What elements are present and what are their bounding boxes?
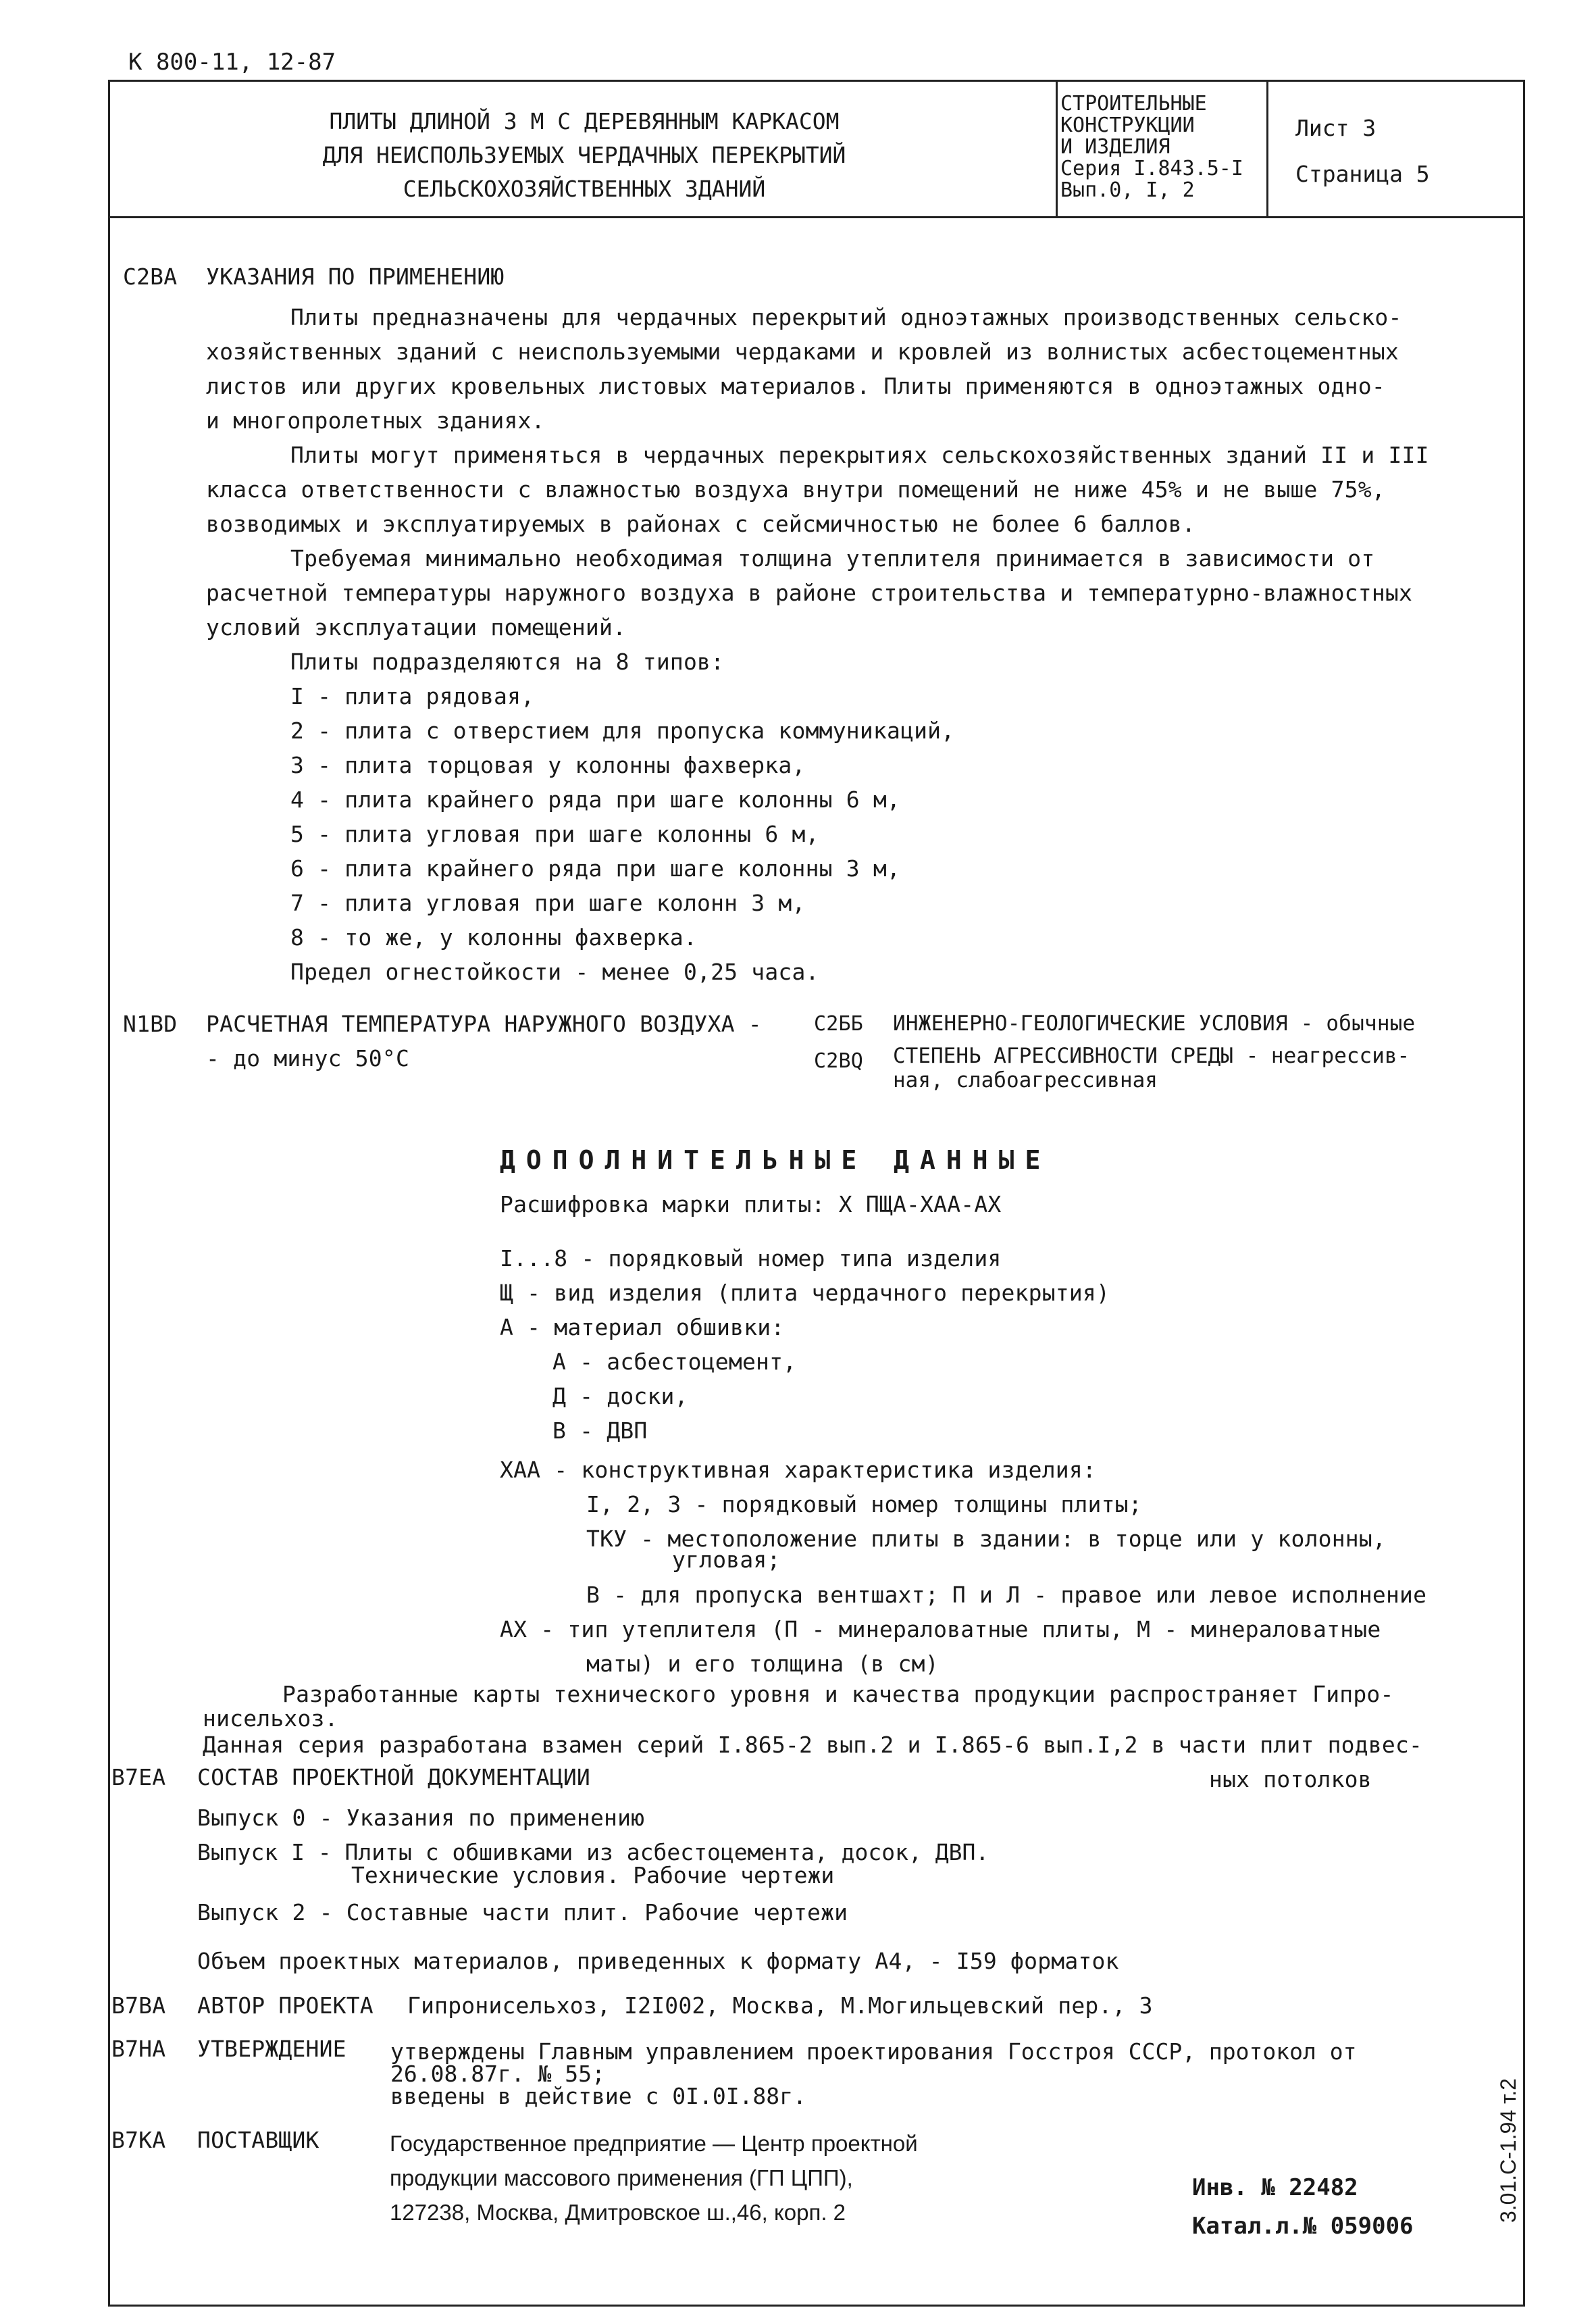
list-item: 8 - то же, у колонны фахверка. (290, 924, 698, 951)
marking-line: угловая; (672, 1546, 781, 1573)
section-code-aggr: С2BQ (814, 1049, 864, 1073)
text-line: Требуемая минимально необходимая толщина утеплителя принимается в зависимости от (290, 545, 1375, 572)
section-code-supplier: В7КА (111, 2127, 166, 2153)
catalog-number: Катал.л.№ 059006 (1192, 2213, 1414, 2240)
marking-line: ХАА - конструктивная характеристика изделия: (500, 1457, 1096, 1483)
text-line: Выпуск I - Плиты с обшивками из асбестоцемента, досок, ДВП. (197, 1839, 989, 1865)
list-item: 5 - плита угловая при шаге колонны 6 м, (290, 821, 819, 847)
text-line: расчетной температуры наружного воздуха в районе строительства и температурно-влажностных (206, 580, 1413, 606)
marking-line: А - материал обшивки: (500, 1314, 785, 1340)
series-line: СТРОИТЕЛЬНЫЕ (1060, 92, 1207, 116)
text-line: - до минус 50°С (206, 1045, 410, 1072)
text-line: продукции массового применения (ГП ЦПП), (390, 2165, 853, 2190)
marking-line: ТКУ - местоположение плиты в здании: в торце или у колонны, (586, 1526, 1386, 1552)
header-title-line: СЕЛЬСКОХОЗЯЙСТВЕННЫХ ЗДАНИЙ (403, 176, 766, 202)
section-code-geo: С2ББ (814, 1012, 864, 1036)
geo-text: ИНЖЕНЕРНО-ГЕОЛОГИЧЕСКИЕ УСЛОВИЯ - обычные (893, 1011, 1416, 1036)
header-bottom-rule (108, 216, 1523, 218)
marking-line: Щ - вид изделия (плита чердачного перекрытия) (500, 1280, 1110, 1306)
section-code-temp: N1BD (123, 1011, 178, 1037)
replace-note-end: ных потолков (1209, 1766, 1372, 1792)
section-title-docs: СОСТАВ ПРОЕКТНОЙ ДОКУМЕНТАЦИИ (197, 1764, 590, 1790)
author-label: АВТОР ПРОЕКТА (197, 1992, 374, 2019)
marking-line: Д - доски, (552, 1383, 688, 1409)
approval-text (390, 2040, 1356, 2107)
document-reference: К 800-11, 12-87 (128, 49, 336, 76)
maps-note (203, 1682, 1394, 1731)
text-line: Технические условия. Рабочие чертежи (351, 1862, 835, 1888)
series-line: Вып.0, I, 2 (1060, 178, 1195, 202)
marking-decode: Расшифровка марки плиты: Х ПЩА-ХАА-АХ (500, 1191, 1002, 1217)
section-title-usage: УКАЗАНИЯ ПО ПРИМЕНЕНИЮ (206, 263, 505, 290)
text-line: Плиты подразделяются на 8 типов: (290, 649, 725, 675)
doc-issue-2: Выпуск 2 - Составные части плит. Рабочие чертежи (197, 1899, 848, 1926)
marking-line: I...8 - порядковый номер типа изделия (500, 1245, 1002, 1272)
marking-line: В - ДВП (552, 1417, 648, 1444)
sheet-number: Лист 3 (1295, 115, 1376, 141)
section-code-author: В7ВА (111, 1992, 166, 2019)
doc-issue-1 (197, 1841, 989, 1887)
temp-text (206, 1007, 762, 1076)
marking-line: маты) и его толщина (в см) (586, 1651, 939, 1677)
text-line: 26.08.87г. № 55; (390, 2061, 605, 2087)
approval-label: УТВЕРЖДЕНИЕ (197, 2036, 346, 2062)
text-line: нисельхоз. (203, 1705, 338, 1732)
plate-types-list (290, 679, 954, 989)
list-item: I - плита рядовая, (290, 683, 535, 709)
series-line: Серия I.843.5-I (1060, 157, 1243, 180)
series-line: КОНСТРУКЦИИ (1060, 114, 1195, 137)
list-item: 6 - плита крайнего ряда при шаге колонны 3 м, (290, 855, 901, 882)
doc-issue-0: Выпуск 0 - Указания по применению (197, 1805, 645, 1831)
header-series (1060, 93, 1243, 201)
header-title-line: ДЛЯ НЕИСПОЛЬЗУЕМЫХ ЧЕРДАЧНЫХ ПЕРЕКРЫТИЙ (322, 142, 846, 168)
extra-data-title: ДОПОЛНИТЕЛЬНЫЕ ДАННЫЕ (500, 1145, 1052, 1175)
text-line: возводимых и эксплуатируемых в районах с сейсмичностью не более 6 баллов. (206, 511, 1195, 537)
list-item: 2 - плита с отверстием для пропуска коммуникаций, (290, 718, 955, 744)
text-line: хозяйственных зданий с неиспользуемыми чердаками и кровлей из волнистых асбестоцементных (206, 338, 1399, 365)
text-line: Государственное предприятие — Центр проектной (390, 2131, 918, 2156)
text-line: Плиты могут применяться в чердачных перекрытиях сельскохозяйственных зданий II и III (290, 442, 1429, 468)
inventory-number: Инв. № 22482 (1192, 2174, 1358, 2201)
text-line: Плиты предназначены для чердачных перекрытий одноэтажных производственных сельско- (290, 304, 1402, 330)
aggr-text (893, 1044, 1410, 1092)
supplier-label: ПОСТАВЩИК (197, 2127, 319, 2153)
list-item: 3 - плита торцовая у колонны фахверка, (290, 752, 806, 778)
text-line: РАСЧЕТНАЯ ТЕМПЕРАТУРА НАРУЖНОГО ВОЗДУХА - (206, 1011, 762, 1037)
text-line: Разработанные карты технического уровня и качества продукции распространяет Гипро- (282, 1681, 1394, 1707)
supplier-text (390, 2126, 918, 2230)
text-line: СТЕПЕНЬ АГРЕССИВНОСТИ СРЕДЫ - неагрессив- (893, 1044, 1410, 1068)
header-divider-2 (1266, 80, 1268, 218)
text-line: ная, слабоагрессивная (893, 1068, 1158, 1092)
fire-resistance: Предел огнестойкости - менее 0,25 часа. (290, 959, 819, 985)
author-text: Гипронисельхоз, I2I002, Москва, М.Могильцевский пер., 3 (407, 1992, 1153, 2019)
text-line: 127238, Москва, Дмитровское ш.,46, корп. 2 (390, 2200, 846, 2225)
doc-volume: Объем проектных материалов, приведенных к формату А4, - I59 форматок (197, 1948, 1119, 1974)
marking-line: В - для пропуска вентшахт; П и Л - правое или левое исполнение (586, 1582, 1427, 1608)
replace-note: Данная серия разработана взамен серий I.865-2 вып.2 и I.865-6 вып.I,2 в части плит подвес- (203, 1732, 1423, 1758)
section-code-approval: В7НА (111, 2036, 166, 2062)
list-item: 4 - плита крайнего ряда при шаге колонны 6 м, (290, 786, 901, 813)
list-item: 7 - плита угловая при шаге колонн 3 м, (290, 890, 806, 916)
header-divider-1 (1056, 80, 1058, 218)
header-title (115, 105, 1054, 206)
text-line: листов или других кровельных листовых материалов. Плиты применяются в одноэтажных одно- (206, 373, 1385, 399)
header-title-line: ПЛИТЫ ДЛИНОЙ 3 М С ДЕРЕВЯННЫМ КАРКАСОМ (329, 108, 840, 134)
text-line: класса ответственности с влажностью воздуха внутри помещений не ниже 45% и не выше 75%, (206, 476, 1385, 503)
text-line: введены в действие с 0I.0I.88г. (390, 2083, 806, 2109)
text-line: утверждены Главным управлением проектирования Госстроя СССР, протокол от (390, 2038, 1357, 2065)
marking-line: I, 2, 3 - порядковый номер толщины плиты; (586, 1491, 1142, 1517)
series-line: И ИЗДЕЛИЯ (1060, 135, 1170, 159)
section-code-docs: В7ЕА (111, 1764, 166, 1790)
text-line: и многопролетных зданиях. (206, 407, 545, 434)
usage-paragraph-1 (206, 300, 1429, 679)
section-code-usage: С2ВА (123, 263, 178, 290)
page-number: Страница 5 (1295, 161, 1430, 187)
marking-line: А - асбестоцемент, (552, 1349, 797, 1375)
side-stamp: 3.01.С-1.94 т.2 (1496, 2078, 1520, 2223)
text-line: условий эксплуатации помещений. (206, 614, 627, 640)
marking-line: АХ - тип утеплителя (П - минераловатные плиты, М - минераловатные (500, 1616, 1381, 1642)
